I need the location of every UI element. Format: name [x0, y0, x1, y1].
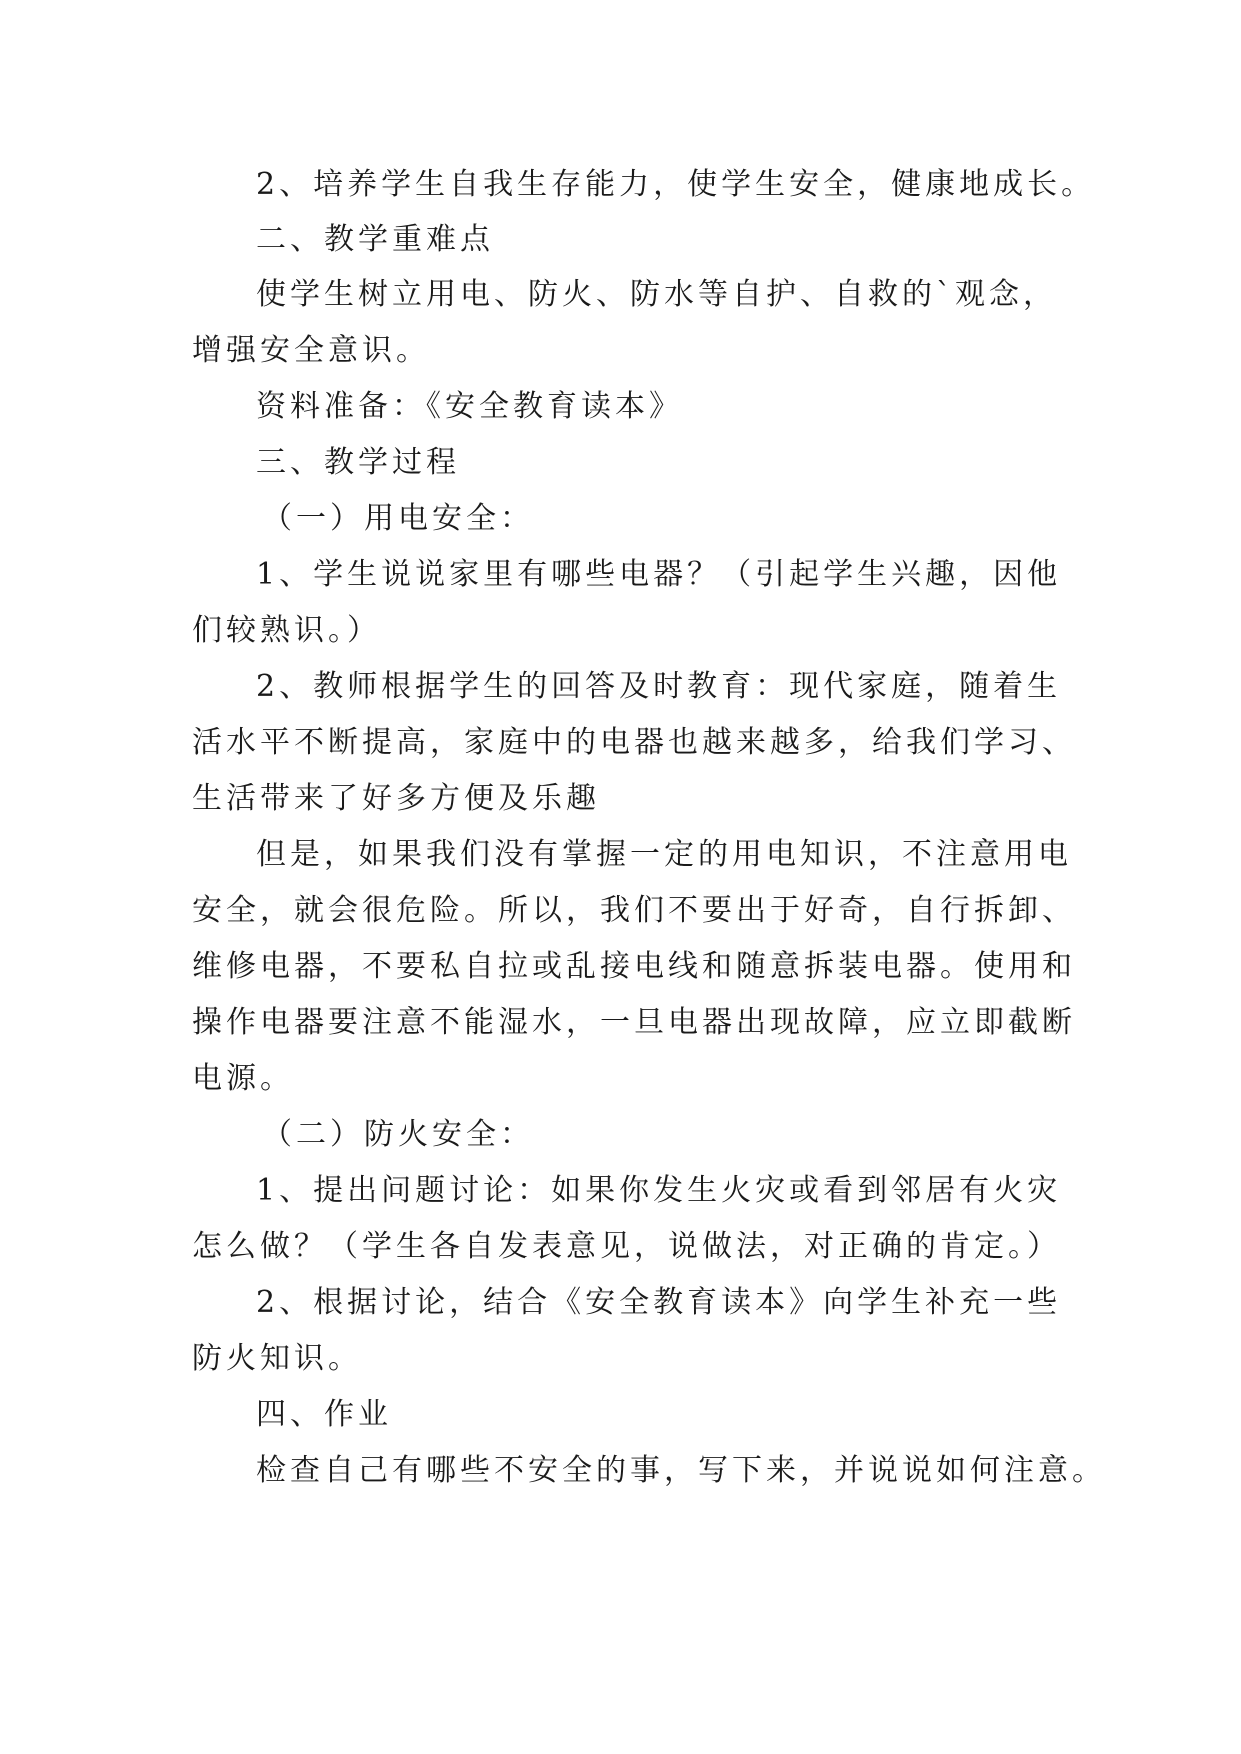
paragraph-line: 生活带来了好多方便及乐趣 — [192, 781, 600, 816]
section-heading: 四、作业 — [256, 1397, 392, 1432]
paragraph-line: 电源。 — [192, 1061, 294, 1096]
paragraph-line: 检查自己有哪些不安全的事，写下来，并说说如何注意。 — [256, 1453, 1106, 1488]
paragraph-line: 防火知识。 — [192, 1341, 362, 1376]
paragraph-line: 安全，就会很危险。所以，我们不要出于好奇，自行拆卸、 — [192, 893, 1076, 928]
paragraph-line: 2、根据讨论，结合《安全教育读本》向学生补充一些 — [256, 1285, 1062, 1320]
paragraph-line: 使学生树立用电、防火、防水等自护、自救的`观念， — [256, 277, 1057, 312]
subsection-heading: （二）防火安全： — [262, 1117, 534, 1152]
paragraph-line: 1、学生说说家里有哪些电器？（引起学生兴趣，因他 — [256, 557, 1062, 592]
paragraph-line: 增强安全意识。 — [192, 333, 430, 368]
paragraph-line: 但是，如果我们没有掌握一定的用电知识，不注意用电 — [256, 837, 1072, 872]
paragraph-line: 怎么做？（学生各自发表意见，说做法，对正确的肯定。） — [192, 1229, 1061, 1264]
paragraph-line: 操作电器要注意不能湿水，一旦电器出现故障，应立即截断 — [192, 1005, 1076, 1040]
section-heading: 二、教学重难点 — [256, 222, 494, 257]
subsection-heading: （一）用电安全： — [262, 501, 534, 536]
paragraph-line: 维修电器，不要私自拉或乱接电线和随意拆装电器。使用和 — [192, 949, 1076, 984]
paragraph-line: 2、教师根据学生的回答及时教育：现代家庭，随着生 — [256, 669, 1062, 704]
paragraph-line: 1、提出问题讨论：如果你发生火灾或看到邻居有火灾 — [256, 1173, 1062, 1208]
paragraph-line: 2、培养学生自我生存能力，使学生安全，健康地成长。 — [256, 167, 1096, 202]
section-heading: 三、教学过程 — [256, 445, 460, 480]
paragraph-line: 活水平不断提高，家庭中的电器也越来越多，给我们学习、 — [192, 725, 1076, 760]
paragraph-line: 资料准备：《安全教育读本》 — [256, 389, 683, 424]
paragraph-line: 们较熟识。） — [192, 613, 381, 648]
